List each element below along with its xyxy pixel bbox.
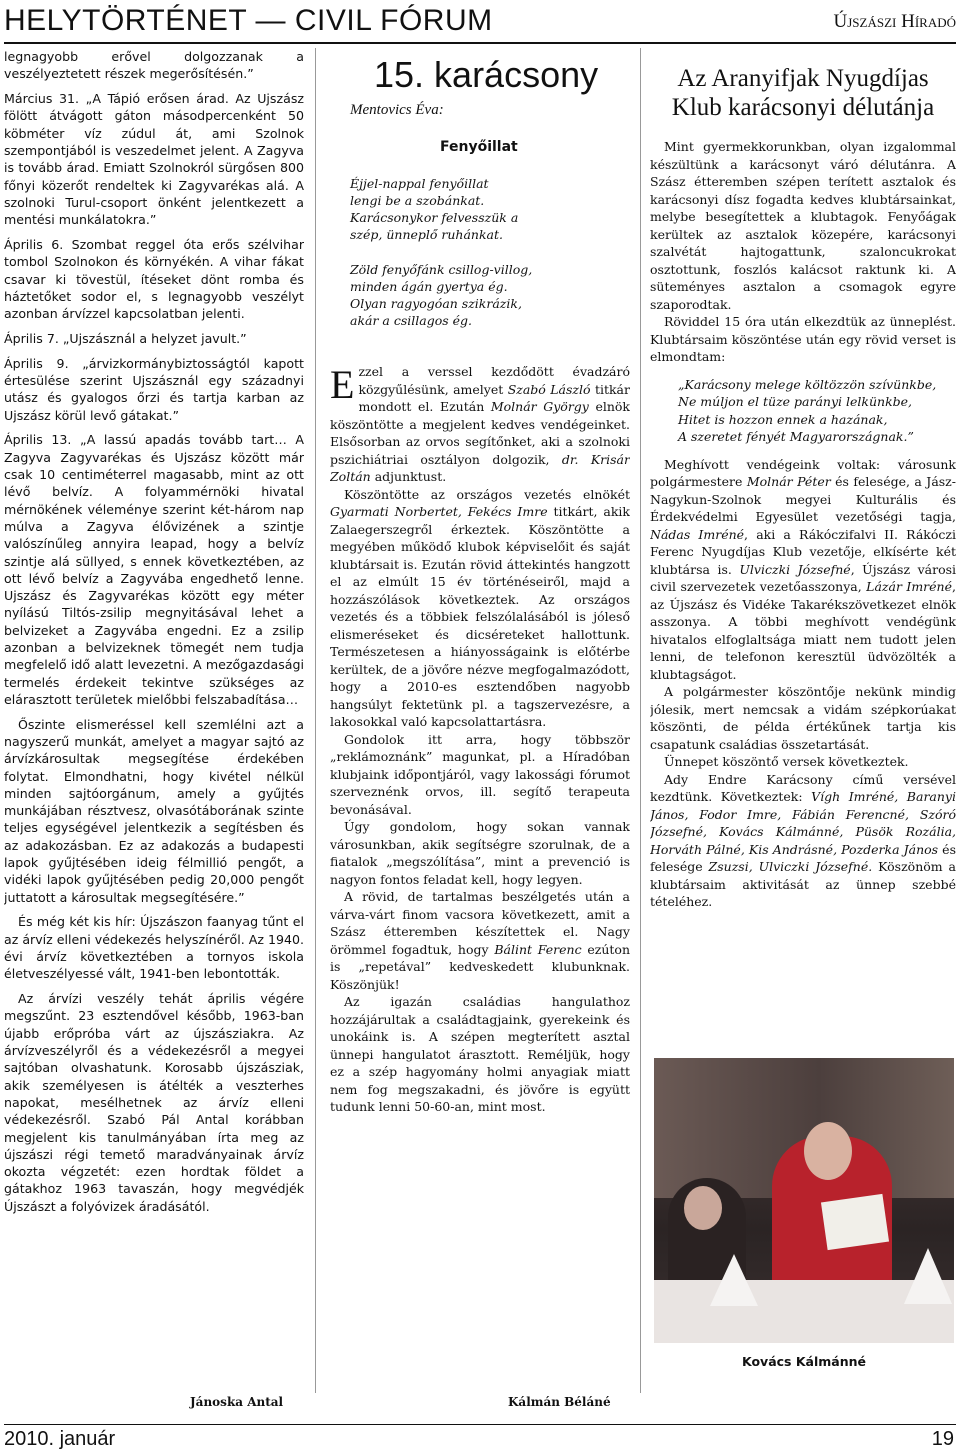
paragraph: Ünnepet köszöntő versek következtek.: [664, 754, 909, 769]
author-signature: Kálmán Béláné: [508, 1395, 611, 1409]
author-signature: Jánoska Antal: [190, 1395, 284, 1409]
paragraph: Köszöntötte az országos vezetés elnökét Gyarmati Norbertet, Fekécs Imre titkárt, akik Zalaegerszegről érkeztek. Köszöntötte a megyében működő klubok képviselőit és saját klubtársait is. Ezután rövid áttekintés hangzott el az elmúlt 15 év történéseiről, majd a hozzászólások következtek. Az országos vezetés és a többiek felszólalásából is jóleső elismeréseket és dicséreteket hallottunk. Természetesen a hiányosságaink is előtérbe kerültek, de a jövőre nézve megfogalmazódott, hogy a 2010-es esztendőben nagyobb hangsúlyt fektetünk pl. a tagszervezésre, a lakosokkal való kapcsolattartásra.: [330, 486, 630, 729]
paragraph: Április 13. „A lassú apadás tovább tart… A Zagyva Zagyvarékas és Ujszász között már csak 10 centiméterrel magasabb, mint az ott lévő belvíz. A folyammérnöki hivatal mérnökének véleménye szerint két-három nap múlva a Zagyva élővizének a szintje valószínűleg annyira leapad, hogy a belvíz szintje alá süllyed, s ennek következtében, az ott lévő belvíz a Zagyvába engedhető lenne. Ujszász és Zagyvarékas között egy méter nyílású Tiltós-zsilip megnyitásával lehet a belvizeket a Zagyvába engedni. Ez a zsilip azonban a belvizeknek tömegét nem tudja megfelelő idő alatt levezetni. A mezőgazdasági termelés érdekeit tekintve szükséges az elárasztott területek mielőbbi felszabadítása…: [4, 432, 304, 707]
paragraph: A polgármester köszöntője nekünk mindig jólesik, mert nemcsak a vidám szépkorúakat köszönti, de példa értékűnek tartja kis csapatunk családias összetartását.: [650, 684, 956, 752]
footer-divider: [4, 1424, 956, 1425]
issue-date: 2010. január: [4, 1428, 116, 1450]
paragraph: Április 7. „Ujszásznál a helyzet javult.”: [4, 330, 247, 346]
paragraph: Mint gyermekkorunkban, olyan izgalommal készültünk a karácsonyt váró délutánra. A Szász étteremben szépen terített asztalok és karácsonyi dísz fogadta kedves klubtársainkat, melybe besegítettek a klubtagok. Fenyőágak kerültek az asztalok közepére, karácsonyi szalvétát hajtogattunk, szaloncukrokat osztottunk, foszlós kalácsot raktunk ki. A süteményes asztalon a csomagok egyre szaporodtak.: [650, 139, 956, 312]
paragraph: legnagyobb erővel dolgozzanak a veszélyeztetett részek megerősítésén.”: [4, 49, 304, 82]
article-15th-christmas: [330, 48, 630, 1388]
poem-title: Fenyőillat: [440, 139, 518, 155]
paragraph: Röviddel 15 óra után elkezdtük az ünneplést. Klubtársaim köszöntése után egy rövid verset is elmondtam:: [650, 314, 956, 364]
paragraph: Ady Endre Karácsony című versével kezdtünk. Következtek: Vígh Imréné, Baranyi János, Fodor Imre, Fábián Ferencné, Szóró Józsefné, Kovács Kálmánné, Püsök Rozália, Horváth Pálné, Kis Andrásné, Pozderka János és felesége Zsuzsi, Ulviczki Józsefné. Köszönöm a klubtársaim aktivitását az ünnep szebbé tételéhez.: [650, 771, 956, 909]
paragraph: Április 6. Szombat reggel óta erős szélvihar tombol Szolnokon és környékén. A vihar fákat csavar ki tövestül, ítéseket dönt romba és háztetőket sodor el, s legnagyobb veszélyt azonban árvízzel kapcsolatban jelenti.: [4, 236, 304, 322]
paragraph: Gondolok itt arra, hogy többször „reklámoznánk” magunkat, pl. a Híradóban klubjaink időpontjáról, vagy lakossági fórumot szerveznénk orvos, ill. segítő terapeuta bevonásával.: [330, 731, 630, 817]
header-divider: [4, 42, 956, 44]
article-club-christmas: [650, 48, 956, 1048]
paragraph: Az igazán családias hangulathoz hozzájárultak a családtagjaink, gyerekeink és unokáink is. A szépen megterített asztal ünnepi hangulatot árasztott. Reméljük, hogy ez a szép hagyomány holmi anyagiak miatt nem fog megszakadni, és jövőre is együtt tudunk lenni 50-60-an, mint most.: [330, 994, 630, 1114]
page-number: 19: [931, 1428, 954, 1450]
poem-stanza: Zöld fenyőfánk csillog-villog, minden ágán gyertya ég. Olyan ragyogóan szikrázik, akár a csillagos ég.: [350, 262, 533, 328]
quoted-verse: „Karácsony melege költözzön szívünkbe, Ne múljon el tüze parányi lelkünkbe, Hitet is hozzon ennek a hazának, A szeretet fényét Magyarországnak.”: [678, 376, 937, 444]
column-divider-1: [315, 48, 316, 1393]
drop-cap: E: [330, 362, 355, 407]
poem-author: Mentovics Éva:: [350, 102, 444, 118]
event-photo: [654, 1058, 954, 1343]
poem-stanza: Éjjel-nappal fenyőillat lengi be a szobánkat. Karácsonykor felvesszük a szép, ünneplő ruhánkat.: [350, 176, 519, 242]
article-body: [330, 363, 630, 1116]
article-heading: 15. karácsony: [374, 54, 599, 95]
paragraph: A rövid, de tartalmas beszélgetés után a várva-várt finom vacsora következett, amit a Szász étteremben készítettek el. Nagy örömmel fogadtuk, hogy Bálint Ferenc ezúton is „repetával” kedveskedett klubunknak. Köszönjük!: [330, 889, 630, 992]
paragraph: Március 31. „A Tápió erősen árad. Az Ujszász fölött átvágott gáton másodpercenként 50 köbméter víz zúdul át, ami Szolnok szempontjából is veszedelmet jelent. A Zagyva is tovább árad. Emiatt Szolnokról sürgősen 800 főnyi közerőt rendeltek ki Zagyvarékas alá. A szolnoki Turul-csoport önként jelentkezett a mentési munkálatokra.”: [4, 91, 304, 228]
article-heading: Az Aranyifjak Nyugdíjas Klub karácsonyi délutánja: [671, 65, 935, 121]
paragraph: Úgy gondolom, hogy sokan vannak városunkban, akik segítségre szorulnak, de a fiatalok „megszólítása”, mint a prevenció is nagyon fontos feladat kell, hogy legyen.: [330, 819, 630, 887]
paragraph: Április 9. „árvizkormánybiztosságtól kapott értesülése szerint Ujszásznál egy századnyi utász és gyalogos őrzi és tartja karban az Ujszász körül levő gátakat.”: [4, 355, 304, 423]
publication-name: Újszászi Híradó: [833, 11, 956, 32]
column-divider-2: [640, 48, 641, 1393]
paragraph: Az árvízi veszély tehát április végére megszűnt. 23 esztendővel később, 1963-ban újabb erőpróba várt az újszásziakra. Az árvízveszélyről és a védekezésről a megyei sajtóban olvashatunk. Korosabb újszásziak, akik személyesen is átélték a veszterhes napokat, mesélhetnek az árvíz elleni védekezésről. Szabó Pál Antal korábban megjelent kis tanulmányában írta meg az újszászi régi temető maradványainak árvíz okozta végzetét: ezen hordtak földet a gátakhoz 1963 tavaszán, hogy megvédjék Újszászt a folyóvizek áradásától.: [4, 991, 304, 1214]
section-title: HELYTÖRTÉNET — CIVIL FÓRUM: [4, 4, 493, 37]
paragraph: Meghívott vendégeink voltak: városunk polgármestere Molnár Péter és felesége, a Jász-Nagykun-Szolnok megyei Kulturális és Érdekvédelmi Egyesület vezetőségi tagja, Nádas Imréné, aki a Rákóczifalvi II. Rákóczi Ferenc Nyugdíjas Klub vezetője, elkísérte két klubtársa is. Ulviczki Józsefné, Újszász városi civil szervezetek vezetőasszonya, Lázár Imréné, az Újszász és Vidéke Takarékszövetkezet elnök asszonya. A többi meghívott vendégünk hivatalos elfoglaltsága miatt nem tudott jelen lenni, de telefonon keresztül üdvözölték a klubtagságot.: [650, 456, 956, 682]
article-body: [650, 138, 956, 911]
paragraph: Ezzel a verssel kezdődött évadzáró közgyűlésünk, amelyet Szabó László titkár mondott el. Ezután Molnár György elnök köszöntötte a megjelent kedves vendégeinket. Elsősorban az orvos segítőnket, aki a szolnoki pszichiátriai osztályon dolgozik, dr. Krisár Zoltán adjunktust.: [330, 362, 630, 484]
page-header: [4, 2, 956, 42]
photo-caption: Kovács Kálmánné: [742, 1354, 866, 1369]
article-flood-history: [4, 48, 304, 1418]
paragraph: És még két kis hír: Újszászon faanyag tűnt el az árvíz elleni védekezés helyszínéről. Az 1940. évi árvíz következtében a tornyos iskola életveszélyessé vált, 1941-ben lebontották.: [4, 914, 304, 982]
paragraph: Őszinte elismeréssel kell szemlélni azt a nagyszerű munkát, amelyet a magyar sajtó az árvízkárosultak megsegítése érdekében folytat. Elmondhatni, hogy kivétel nélkül minden sajtóorgánum, amely a gyűjtés munkájában résztvesz, olvasótáborának szinte teljes egységével jelentkezik a segítésben és az adakozásban. Ez az adakozás a budapesti lapok gyűjtésében ideig félmillió pengőt, a vidéki lapok gyűjtésében pedig 20,000 pengőt juttatott a károsultak megsegítésére.”: [4, 716, 304, 905]
